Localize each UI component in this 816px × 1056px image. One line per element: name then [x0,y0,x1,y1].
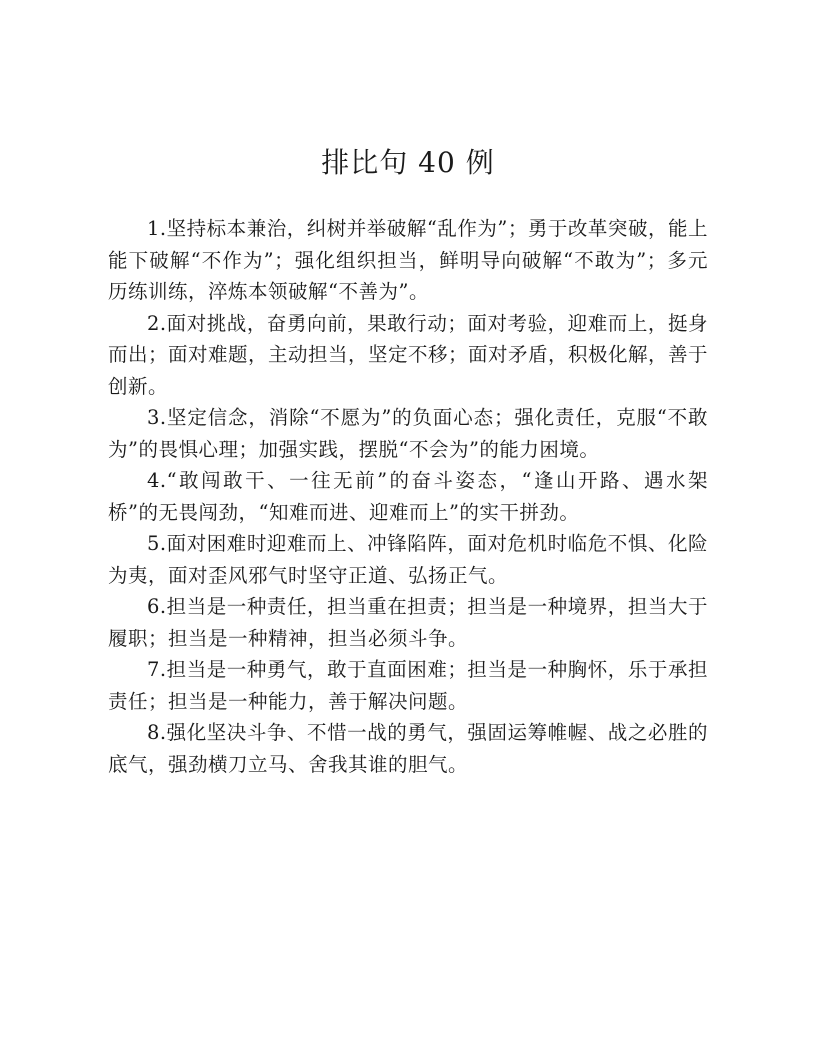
paragraph-5: 5.面对困难时迎难而上、冲锋陷阵，面对危机时临危不惧、化险为夷，面对歪风邪气时坚守正道、弘扬正气。 [108,532,708,587]
document-body [108,213,708,780]
paragraph-8: 8.强化坚决斗争、不惜一战的勇气，强固运筹帷幄、战之必胜的底气，强劲横刀立马、舍我其谁的胆气。 [108,721,708,776]
paragraph-3: 3.坚定信念，消除“不愿为”的负面心态；强化责任，克服“不敢为”的畏惧心理；加强实践，摆脱“不会为”的能力困境。 [108,406,708,461]
paragraph-4: 4.“敢闯敢干、一往无前”的奋斗姿态，“逢山开路、遇水架桥”的无畏闯劲，“知难而进、迎难而上”的实干拼劲。 [108,469,708,524]
document-title: 排比句 40 例 [321,146,495,179]
paragraph-7: 7.担当是一种勇气，敢于直面困难；担当是一种胸怀，乐于承担责任；担当是一种能力，善于解决问题。 [108,658,708,713]
paragraph-6: 6.担当是一种责任，担当重在担责；担当是一种境界，担当大于履职；担当是一种精神，担当必须斗争。 [108,595,708,650]
paragraph-1: 1.坚持标本兼治，纠树并举破解“乱作为”；勇于改革突破，能上能下破解“不作为”；强化组织担当，鲜明导向破解“不敢为”；多元历练训练，淬炼本领破解“不善为”。 [108,217,708,303]
paragraph-2: 2.面对挑战，奋勇向前，果敢行动；面对考验，迎难而上，挺身而出；面对难题，主动担当，坚定不移；面对矛盾，积极化解，善于创新。 [108,311,709,398]
